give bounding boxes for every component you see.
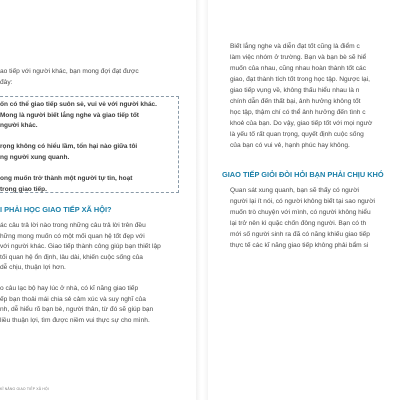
body-line: ác câu trả lời nào trong những câu trả lời trên đều — [0, 222, 146, 229]
goal-line: trong giao tiếp. — [0, 185, 47, 193]
book-gutter — [196, 0, 208, 400]
body-line: lại trở nên kì quặc chốn đông người. Bạn có th — [230, 220, 367, 227]
goal-line: rọng không có hiểu lầm, tổn hại nào giữa tôi — [0, 143, 138, 151]
intro-paragraph — [0, 66, 139, 88]
body-line: giao tiếp vụng về, không thấu hiểu nhau là n — [230, 87, 360, 94]
body-line: nh, dễ hiểu rõ bạn bè, người thân, từ đó sẽ giúp bạn — [0, 306, 154, 313]
body-line — [0, 274, 161, 285]
body-line: làm việc nhóm ở trường. Bạn và bạn bè sẽ hiể — [230, 54, 367, 61]
body-line: ếp bạn thoải mái chia sẻ cảm xúc và suy nghĩ của — [0, 295, 146, 303]
goal-line: ốn có thể giao tiếp suôn sẻ, vui vẻ với người khác. — [0, 101, 157, 108]
goals-list — [0, 100, 157, 195]
body-line: muốn trò chuyện với mình, có người không hiểu — [230, 209, 371, 216]
goal-line: Mong là người biết lắng nghe và giao tiếp tốt — [0, 111, 139, 119]
body-line: thực tế các kĩ năng giao tiếp không phải bẩm si — [230, 242, 369, 249]
body-line: giao, đạt thành tích tốt trong học tập. Ngược lại, — [230, 76, 370, 83]
right-page — [208, 0, 400, 400]
body-line: hững mong muốn có một mối quan hệ tốt đẹp với — [0, 232, 145, 240]
body-line: chính dẫn đến thất bại, ảnh hưởng không tốt — [230, 98, 361, 105]
body-line: của bạn có vui vẻ, hạnh phúc hay không. — [230, 142, 350, 149]
body-paragraph-left — [0, 221, 161, 326]
goal-line: người khác. — [0, 122, 38, 130]
body-line: mới số người sinh ra đã có năng khiếu giao tiếp — [230, 231, 370, 238]
section-heading-left: I PHẢI HỌC GIAO TIẾP XÃ HỘI? — [0, 205, 112, 214]
body-line: dễ chịu, thuận lợi hơn. — [0, 264, 66, 271]
page-footer: KĨ NĂNG GIAO TIẾP XÃ HỘI — [0, 387, 49, 391]
section-heading-right: GIAO TIẾP GIỎI ĐÒI HỎI BẠN PHẢI CHỊU KHÓ — [222, 170, 384, 179]
body-line: học tập, thậm chí có thể ảnh hưởng đến tình c — [230, 109, 366, 116]
body-line: người lại ít nói, có người không biết tại sao người — [230, 198, 375, 205]
intro-line: đây: — [0, 79, 13, 86]
body-paragraph-right — [230, 41, 372, 151]
body-line: o câu lạc bộ hay lúc ở nhà, có kĩ năng giao tiếp — [0, 285, 139, 292]
body-line: Quan sát xung quanh, bạn sẽ thấy có người — [230, 187, 359, 194]
body-paragraph-right-2 — [230, 185, 375, 251]
body-line: với người khác. Giao tiếp thành công giúp bạn thiết lập — [0, 243, 161, 250]
goal-line — [0, 132, 157, 143]
body-line: liều thuận lợi, tìm được niềm vui thực sự cho mình. — [0, 316, 150, 324]
body-line: khoẻ của bạn. Do vậy, giao tiếp tốt với mọi ngườ — [230, 120, 373, 127]
body-line: tối quan hệ ổn định, lâu dài, khiến cuộc sống của — [0, 253, 143, 261]
body-line: Biết lắng nghe và diễn đạt tốt cũng là điểm c — [230, 43, 360, 50]
body-line: là yếu tố rất quan trọng, quyết định cuộc sống — [230, 131, 364, 138]
left-page — [0, 0, 196, 400]
goal-line: ng người xung quanh. — [0, 153, 70, 161]
goal-line: ong muốn trở thành một người tự tin, hoạt — [0, 175, 133, 183]
intro-line: ao tiếp với người khác, bạn mong đợi đạt được — [0, 68, 139, 75]
goal-line — [0, 164, 157, 175]
body-line: muốn của nhau, cũng nhau hoàn thành tốt các — [230, 65, 367, 72]
